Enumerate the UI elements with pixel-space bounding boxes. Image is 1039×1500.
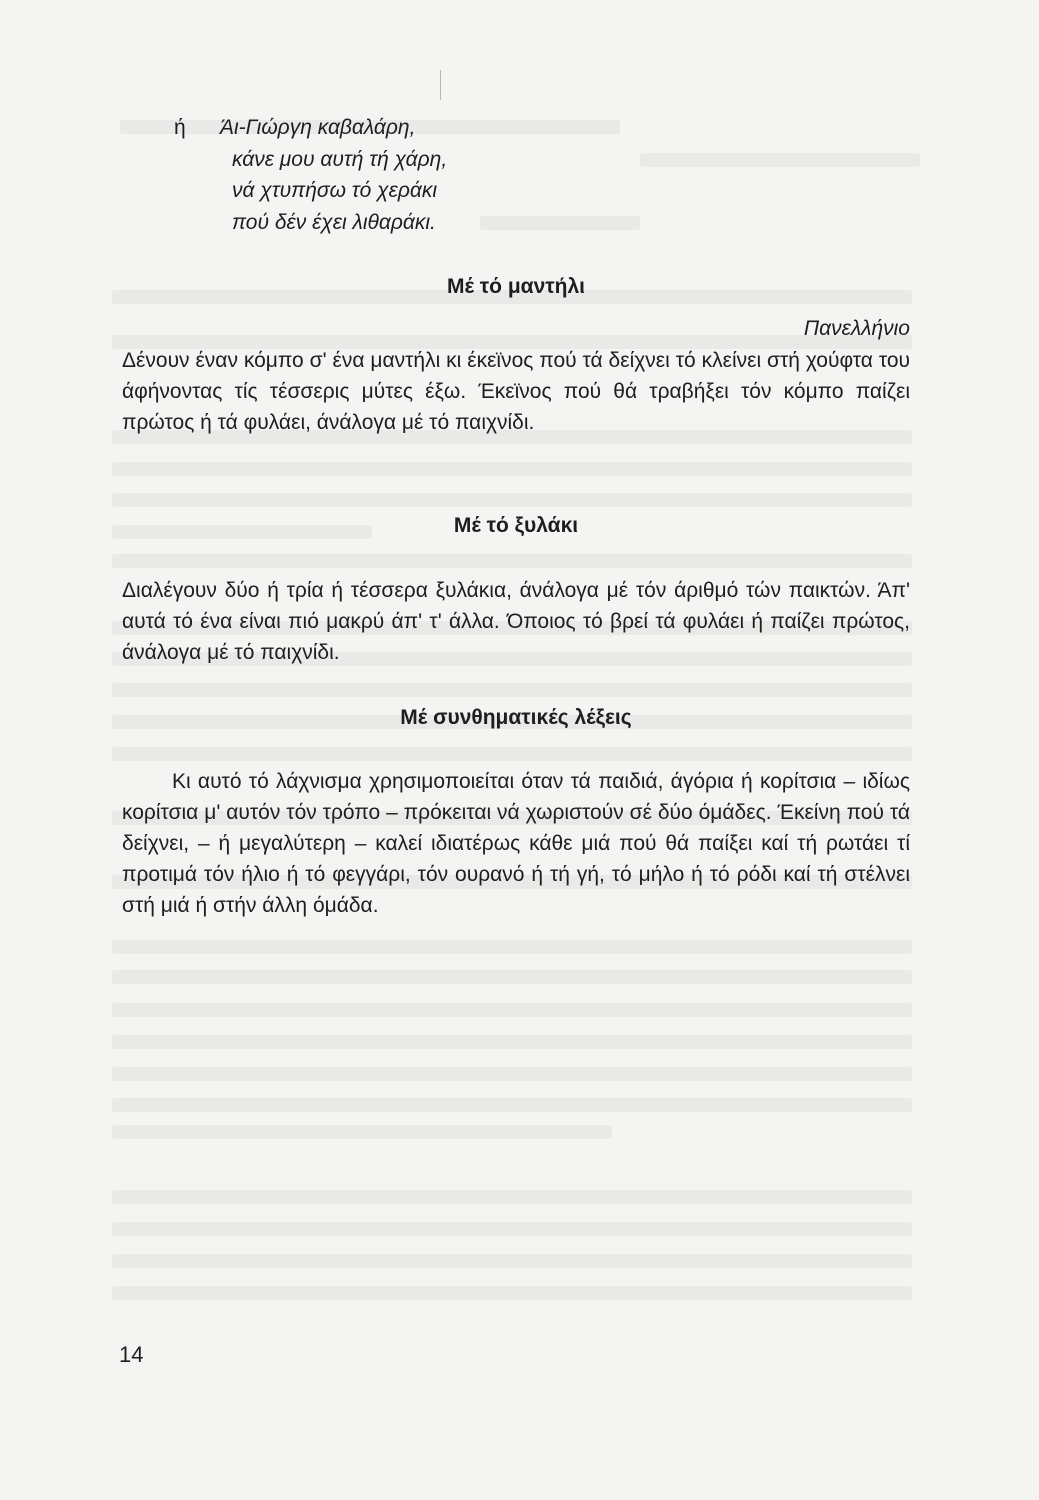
section-heading-handkerchief: Μέ τό μαντήλι [447,275,585,298]
region-label: Πανελλήνιο [803,317,910,340]
section-paragraph-code-words: Κι αυτό τό λάχνισμα χρησιμοποιείται όταν τά παιδιά, άγόρια ή κορίτσια – ιδίως κορίτσια μ' αυτόν τόν τρόπο – πρόκειται νά χωριστούν σέ δύο όμάδες. Έκείνη πού τά δείχνει, – ή μεγαλύτερη – καλεί ιδιατέρως κάθε μιά πού θά παίξει καί τή ρωτάει τί προτιμά τόν ήλιο ή τό φεγγάρι, τόν ουρανό ή τή γή, τό μήλο ή τό ρόδι καί τή στέλνει στή μιά ή στήν άλλη όμάδα. [122,770,910,917]
page-number: 14 [119,1342,144,1367]
verse-line [174,112,674,144]
verse-line: κάνε μου αυτή τή χάρη, [232,147,448,171]
rhyme-verse [174,112,674,238]
verse-line: νά χτυπήσω τό χεράκι [232,179,437,202]
section-heading-code-words: Μέ συνθηματικές λέξεις [400,706,632,729]
verse-line: πού δέν έχει λιθαράκι. [232,210,436,234]
verse-conjunction: ή [174,116,186,139]
paper-mark [440,70,441,100]
section-paragraph-handkerchief: Δένουν έναν κόμπο σ' ένα μαντήλι κι έκεϊνος πού τά δείχνει τό κλείνει στή χούφτα του άφήνοντας τίς τέσσερις μύτες έξω. Έκεϊνος πού θά τραβήξει τόν κόμπο παίζει πρώτος ή τά φυλάει, άνάλογα μέ τό παιχνίδι. [122,349,910,434]
section-paragraph-sticks: Διαλέγουν δύο ή τρία ή τέσσερα ξυλάκια, άνάλογα μέ τόν άριθμό τών παικτών. Άπ' αυτά τό ένα είναι πιό μακρύ άπ' τ' άλλα. Όποιος τό βρεί τά φυλάει ή παίζει πρώτος, άνάλογα μέ τό παιχνίδι. [122,579,910,664]
section-heading-sticks: Μέ τό ξυλάκι [453,514,579,537]
verse-text: Άι-Γιώργη καβαλάρη, [220,116,416,139]
